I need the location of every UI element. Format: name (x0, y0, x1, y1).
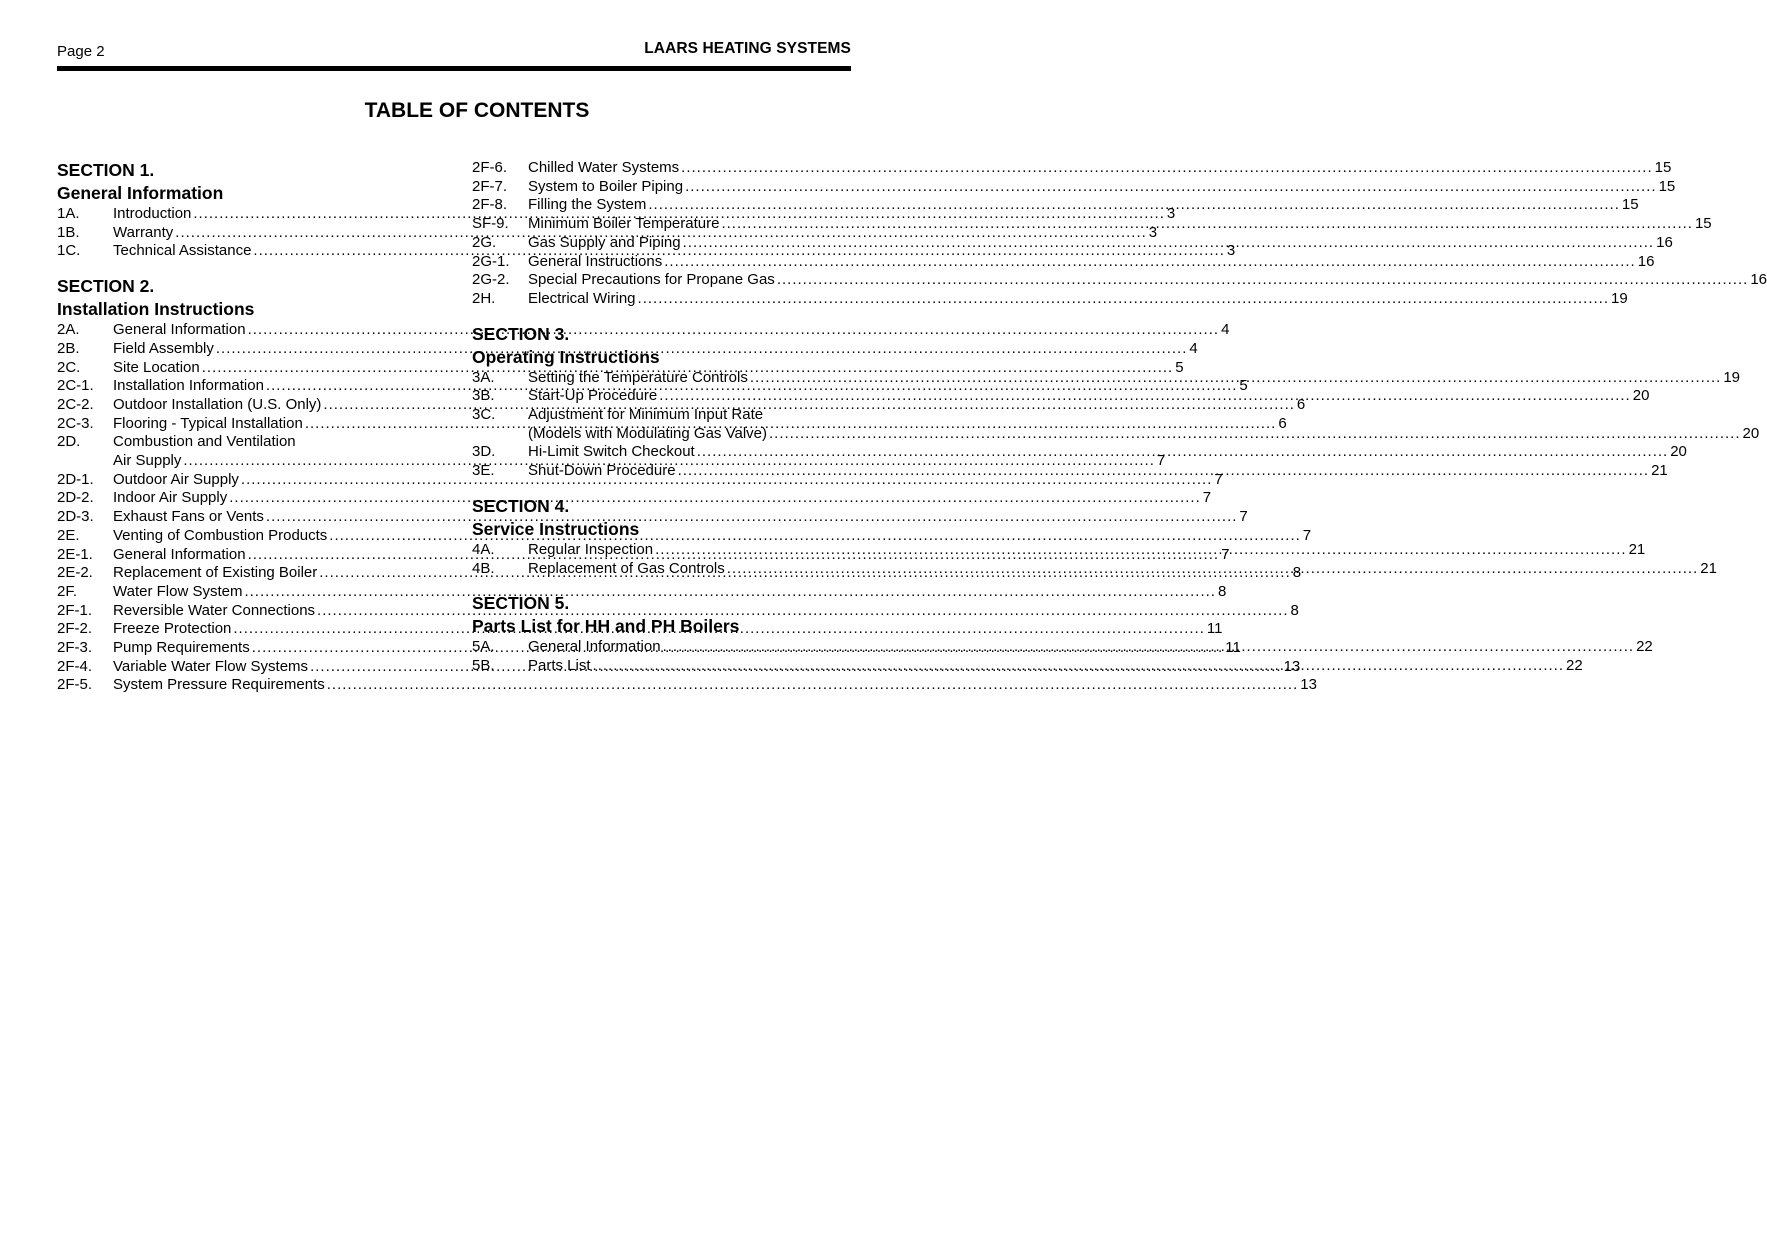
entry-title: Combustion and Ventilation (113, 433, 296, 451)
entry-page-number: 6 (1296, 395, 1306, 413)
entry-number: SF-9. (472, 215, 509, 233)
toc-entry[interactable] (472, 177, 1676, 197)
toc-title: TABLE OF CONTENTS (364, 99, 590, 122)
entry-title: Shut-Down Procedure (528, 462, 676, 480)
dot-leader (648, 196, 1620, 215)
entry-number: 2G-1. (472, 252, 510, 270)
section-name: General Information (57, 183, 224, 203)
dot-leader (685, 178, 1657, 197)
entry-page-number: 11 (1225, 639, 1241, 657)
entry-title: Indoor Air Supply (113, 489, 228, 507)
entry-number: 2F-3. (57, 639, 93, 657)
toc-entry[interactable] (57, 582, 1227, 602)
entry-title: System Pressure Requirements (113, 676, 325, 694)
entry-title: Adjustment for Minimum Input Rate (528, 406, 764, 424)
entry-page-number: 8 (1217, 582, 1227, 600)
toc-entry[interactable] (472, 387, 1650, 406)
dot-leader (655, 541, 1627, 560)
entry-number: 2F-8. (472, 196, 508, 214)
entry-number: 2D-3. (57, 508, 94, 526)
entry-title: General Instructions (528, 252, 663, 270)
toc-entry[interactable] (472, 443, 1687, 462)
entry-title: Replacement of Existing Boiler (113, 564, 318, 582)
dot-leader (727, 560, 1699, 579)
entry-page-number: 3 (1148, 223, 1158, 241)
entry-title: Electrical Wiring (528, 289, 636, 307)
entry-number: 2H. (472, 289, 496, 307)
entry-title: Installation Information (113, 377, 264, 395)
entry-page-number: 4 (1189, 339, 1198, 357)
entry-title: Replacement of Gas Controls (528, 559, 725, 577)
entry-title: Introduction (113, 205, 192, 222)
entry-page-number: 20 (1670, 443, 1687, 461)
entry-number: 2C-2. (57, 395, 94, 413)
toc-entry[interactable] (57, 676, 1317, 695)
header-company-title: LAARS HEATING SYSTEMS (644, 40, 851, 57)
toc-entry[interactable] (472, 271, 1767, 290)
entry-page-number: 15 (1658, 177, 1676, 195)
section-name: Operating Instructions (472, 346, 660, 367)
entry-title: System to Boiler Piping (528, 177, 684, 195)
entry-number: 1A. (57, 205, 80, 222)
entry-number: 2F-5. (57, 676, 93, 694)
entry-number: 2E-2. (57, 564, 93, 582)
entry-page-number: 15 (1654, 159, 1672, 176)
entry-page-number: 7 (1221, 545, 1230, 563)
entry-page-number: 16 (1656, 233, 1673, 251)
entry-number: 2F. (57, 582, 78, 600)
entry-page-number: 3 (1166, 205, 1176, 222)
entry-number: 4B. (472, 559, 495, 577)
entry-number: 2D-1. (57, 470, 94, 488)
entry-page-number: 21 (1651, 462, 1668, 480)
entry-title: Regular Inspection (528, 540, 654, 558)
entry-title: Site Location (113, 358, 200, 376)
entry-page-number: 7 (1239, 508, 1248, 526)
entry-number: 2F-6. (472, 159, 508, 176)
entry-number: 2F-4. (57, 657, 93, 675)
entry-title: Field Assembly (113, 339, 214, 357)
entry-page-number: 7 (1214, 470, 1223, 488)
entry-number: 2C-1. (57, 377, 94, 395)
entry-title: Parts List (528, 656, 591, 674)
entry-number: 2D. (57, 433, 81, 451)
header-rule (57, 66, 851, 71)
entry-title: Technical Assistance (113, 242, 252, 260)
dot-leader (678, 462, 1650, 481)
entry-number: 2C. (57, 358, 81, 376)
entry-title: Warranty (113, 223, 174, 241)
entry-number: 3B. (472, 387, 495, 405)
entry-title: General Information (113, 321, 246, 339)
entry-number: 3C. (472, 406, 496, 424)
dot-leader (663, 638, 1635, 657)
entry-number: 5A. (472, 638, 495, 656)
entry-page-number: 7 (1202, 489, 1212, 507)
entry-title: Gas Supply and Piping (528, 233, 681, 251)
entry-title: Hi-Limit Switch Checkout (528, 443, 695, 461)
entry-title: Flooring - Typical Installation (113, 414, 303, 432)
entry-page-number: 16 (1637, 252, 1655, 270)
entry-page-number: 15 (1694, 215, 1712, 233)
toc-entry[interactable] (472, 424, 1760, 444)
section-heading: SECTION 4. (472, 495, 570, 516)
entry-page-number: 16 (1750, 271, 1767, 289)
entry-title: Outdoor Installation (U.S. Only) (113, 395, 322, 413)
entry-title: Minimum Boiler Temperature (528, 215, 720, 233)
entry-number: 2E-1. (57, 545, 93, 563)
toc-entry[interactable] (472, 368, 1741, 388)
entry-page-number: 4 (1221, 321, 1230, 339)
entry-page-number: 20 (1742, 424, 1760, 442)
dot-leader (681, 159, 1653, 178)
entry-page-number: 7 (1302, 526, 1312, 544)
entry-page-number: 11 (1206, 620, 1223, 638)
dot-leader (777, 271, 1749, 290)
entry-title: Pump Requirements (113, 639, 250, 657)
entry-title: Chilled Water Systems (528, 159, 680, 176)
dot-leader (659, 387, 1631, 406)
entry-page-number: 15 (1621, 196, 1639, 214)
entry-title: Setting the Temperature Controls (528, 368, 748, 386)
entry-title: Reversible Water Connections (113, 601, 316, 619)
entry-page-number: 21 (1700, 559, 1717, 577)
toc-entry[interactable] (472, 540, 1646, 560)
dot-leader (683, 234, 1655, 253)
toc-entry[interactable] (57, 508, 1248, 527)
toc-entry[interactable] (472, 559, 1717, 579)
entry-title: (Models with Modulating Gas Valve) (528, 424, 767, 442)
section-name: Parts List for HH and PH Boilers (472, 616, 740, 637)
entry-page-number: 5 (1175, 358, 1184, 376)
entry-number: 2A. (57, 321, 80, 339)
entry-page-number: 3 (1226, 242, 1236, 260)
entry-page-number: 8 (1290, 601, 1299, 619)
entry-page-number: 6 (1278, 414, 1287, 432)
entry-title: Exhaust Fans or Vents (113, 508, 264, 526)
entry-number: 2G. (472, 233, 497, 251)
entry-number: 2C-3. (57, 414, 94, 432)
toc-section (472, 495, 1717, 578)
entry-title: Venting of Combustion Products (113, 526, 328, 544)
toc-entry[interactable] (472, 406, 847, 425)
dot-leader (664, 253, 1636, 272)
section-heading: SECTION 5. (472, 593, 570, 614)
entry-title: General Information (528, 638, 661, 656)
entry-title: General Information (113, 545, 246, 563)
section-name: Service Instructions (472, 518, 640, 539)
entry-page-number: 13 (1283, 657, 1301, 675)
entry-title: Variable Water Flow Systems (113, 657, 309, 675)
entry-number: 2F-2. (57, 620, 93, 638)
entry-title: Water Flow System (113, 582, 243, 600)
toc-entry[interactable] (472, 462, 1668, 481)
entry-page-number: 5 (1239, 377, 1248, 395)
dot-leader (593, 657, 1565, 676)
entry-page-number: 7 (1156, 452, 1166, 470)
entry-number: 4A. (472, 540, 495, 558)
entry-page-number: 19 (1611, 289, 1628, 307)
dot-leader (750, 369, 1722, 388)
entry-title: Filling the System (528, 196, 647, 214)
dot-leader (721, 215, 1693, 234)
toc-entry[interactable] (472, 196, 1639, 215)
entry-number: 3A. (472, 368, 495, 386)
section-name: Installation Instructions (57, 299, 255, 320)
entry-number: 1C. (57, 242, 81, 260)
entry-page-number: 21 (1628, 540, 1646, 558)
entry-number: 2F-1. (57, 601, 93, 619)
section-heading: SECTION 1. (57, 160, 155, 180)
entry-page-number: 8 (1292, 564, 1302, 582)
dot-leader (769, 425, 1741, 444)
entry-number: 5B. (472, 656, 495, 674)
entry-title: Freeze Protection (113, 620, 232, 638)
toc-entry[interactable] (57, 433, 432, 452)
entry-number: 2B. (57, 339, 80, 357)
entry-number: 2G-2. (472, 271, 510, 289)
entry-page-number: 19 (1723, 368, 1741, 386)
entry-page-number: 22 (1566, 656, 1583, 674)
toc-section (472, 323, 1760, 481)
entry-number: 2D-2. (57, 489, 94, 507)
toc-entry[interactable] (472, 233, 1673, 253)
entry-number: 3D. (472, 443, 496, 461)
entry-title: Special Precautions for Propane Gas (528, 271, 775, 289)
entry-page-number: 13 (1300, 676, 1317, 694)
entry-number: 3E. (472, 462, 495, 480)
toc-section (472, 159, 1767, 309)
dot-leader (697, 443, 1669, 462)
entry-number: 1B. (57, 223, 80, 241)
entry-number: 2F-7. (472, 177, 508, 195)
toc-entry[interactable] (472, 215, 1712, 234)
toc-entry[interactable] (472, 289, 1628, 309)
toc-entry[interactable] (472, 252, 1655, 272)
dot-leader (638, 290, 1610, 309)
entry-number: 2E. (57, 526, 80, 544)
entry-page-number: 20 (1632, 387, 1650, 405)
toc-entry[interactable] (472, 159, 1672, 178)
entry-title: Outdoor Air Supply (113, 470, 239, 488)
page-number: Page 2 (57, 43, 105, 60)
entry-page-number: 22 (1636, 638, 1653, 656)
section-heading: SECTION 2. (57, 276, 155, 297)
entry-title: Start-Up Procedure (528, 387, 658, 405)
entry-title: Air Supply (113, 452, 182, 470)
section-heading: SECTION 3. (472, 323, 570, 344)
